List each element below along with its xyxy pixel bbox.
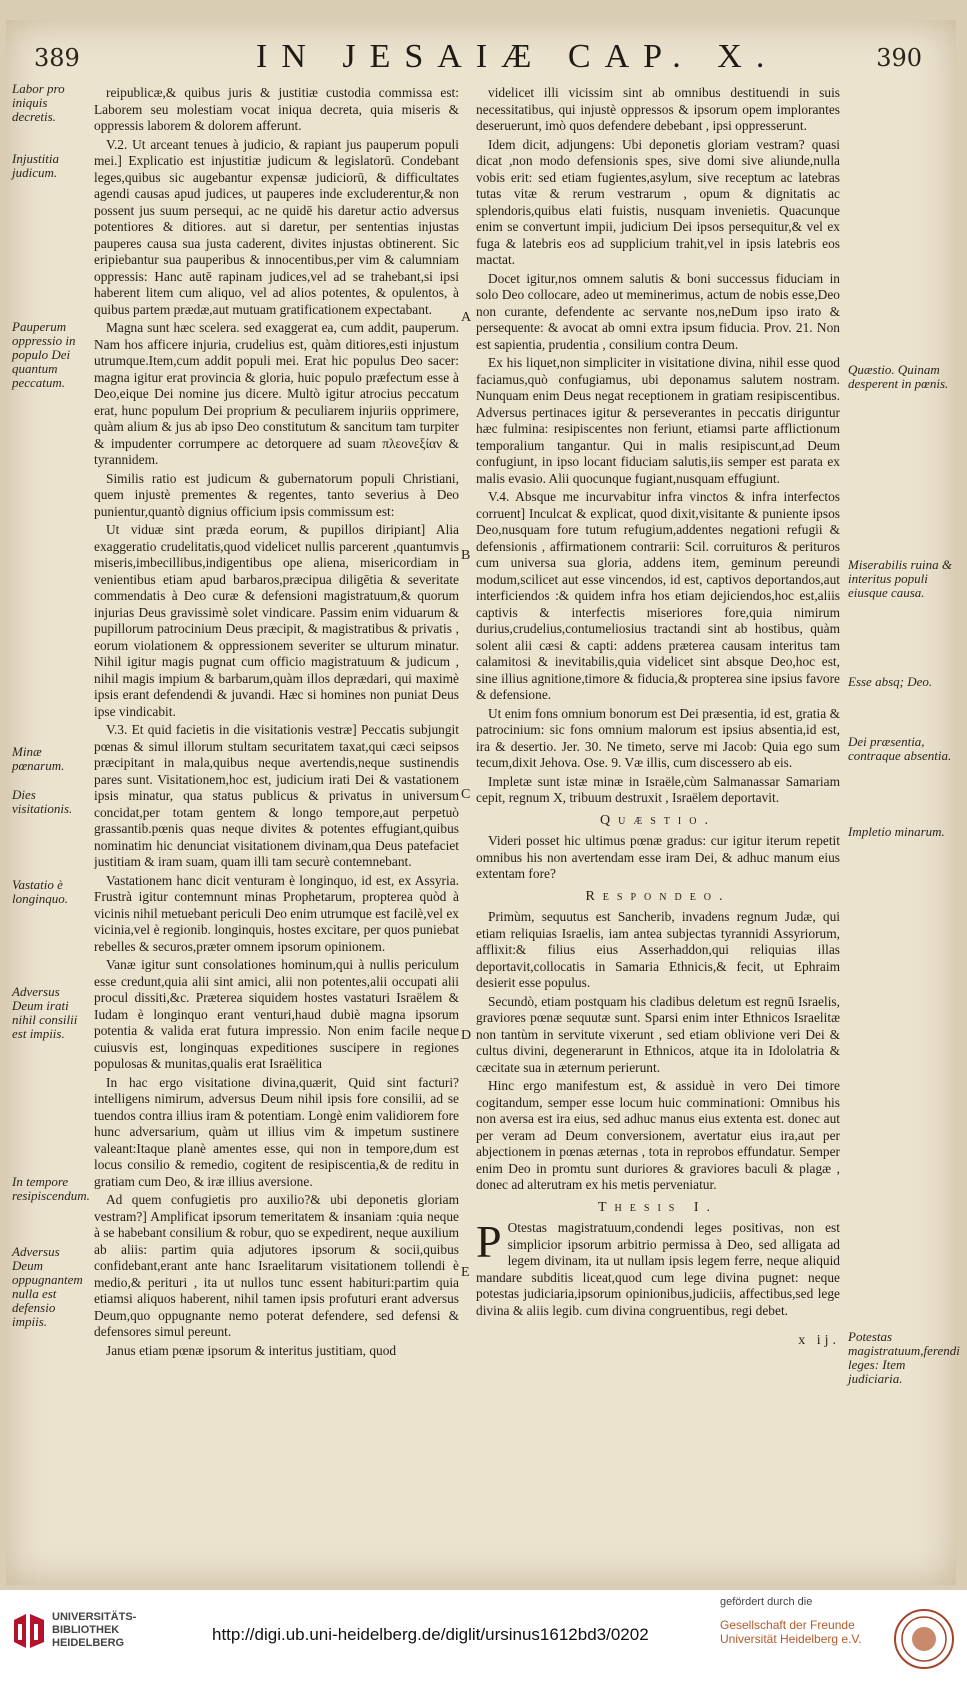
thesis-heading: Thesis I. <box>598 1199 718 1215</box>
section-letter: E <box>461 1265 470 1280</box>
paragraph: Ut viduæ sint præda eorum, & pupillos diripiant] Alia exaggeratio crudelitatis,quod videlicet nullis parcerent ,quantumvis miseris,imbecillibus,indigentibus ope aliena, misericordiam in venientibus etiam apud barbaros,præcipua diligētia & severitate commendatis à Deo curæ & defensioni magistratuum,& quorum injurias Deus gravissimè solet vindicare. Passim enim viduarum & pupillorum patrocinium Deus præcipit, & magistratibus & privatis , eorum violationem & oppressionem severiter se ulturum minatur. Nihil igitur magis pugnat cum officio magistratuum & judicum , nihil magis impium & barbarum,quàm illos deprædari, qui maximè ipsis erant defendendi & juvandi. Hæc si homines non puniat Deus ipse vindicabit. <box>94 522 459 719</box>
margin-note: Esse absq; Deo. <box>848 674 933 689</box>
paragraph: V.2. Ut arceant tenues à judicio, & rapiant jus pauperum populi mei.] Explicatio est injustitiæ judicum & legislatorū. Condebant leges,quibus sic augebantur expensæ judiciorū, & difficultates agendi causas apud judices, ut pauperes inde excluderentur,& non possent jus suum persequi, ac ne quidē his daretur actio adversus potentiores & ditiores. aut si daretur, per sententias injustas pauperes causa sua justa caderent, divites injustas obtinerent. Sic eripiebantur sua pauperibus & innocentibus,per vim & calumniam oppressis: Hanc autē rapinam judices,vel ad se trahebant,si ipsi haberent litem cum aliquo, vel ad alios potentes, & opulentos, à quibus partem prædæ,aut mutuam gratificationem expectabant. <box>94 136 459 317</box>
left-text-column <box>94 85 459 1525</box>
page-number-left: 389 <box>34 44 80 72</box>
running-title: IN JESAIÆ CAP. X. <box>256 38 779 75</box>
page-header <box>26 38 936 78</box>
paragraph: Ut enim fons omnium bonorum est Dei præsentia, id est, gratia & patrocinium: sic fons omnium malorum est ipsius absentia,id est, ira & desertio. Jer. 30. Ne timeto, serve mi Jacob: Quia ego sum tecum,dixit Jehova. Ose. 9. Væ illis, cum discessero ab eis. <box>476 705 840 770</box>
paragraph: Primùm, sequutus est Sancherib, invadens regnum Judæ, qui etiam reliquias Israelis, iam antea subjectas tyrannidi Assyriorum, afflixit:& filius eius Asserhaddon,qui reliquias illas deportavit,collocatis in Samaria Ethnicis,& fecit, ut Ephraim desierit esse populus. <box>476 909 840 990</box>
paragraph: Ad quem confugietis pro auxilio?& ubi deponetis gloriam vestram?] Amplificat ipsorum temeritatem & insaniam :quia neque à se habebant consilium & robur, quo se expedirent, neque auxilium ab aliis: partim quia adjutores ipsorum & socii,quibus confidebant,erant ante hanc Israelitarum visitationem tollendi è medio,& perituri , ita ut nullos tunc essent habituri:partim quia etiamsi aliquos haberent, nihil tamen ipsis profuturi erant adversus Deum,quo oppugnante nemo poterat defendere, sed defensi & defensores simul pereunt. <box>94 1192 459 1339</box>
sponsor-name-line: Universität Heidelberg e.V. <box>720 1632 862 1646</box>
paragraph: videlicet illi vicissim sint ab omnibus destituendi in suis necessitatibus, qui injustè oppressos & ipsorum opem implorantes deseruerunt, imò quos defendere debebant , ipsi oppresserunt. <box>476 85 840 133</box>
university-seal-icon <box>893 1608 955 1670</box>
paragraph: Secundò, etiam postquam his cladibus deletum est regnū Israelis, graviores pœnæ sequutæ sunt. Sparsi enim inter Ethnicos Israelitæ non tantùm in servitute vixerunt , sed etiam oblivione veri Dei & cultus divini, degenerarunt in Ethnicos, atque ita in Idololatria & cæcitate sua in æternum perierunt. <box>476 993 840 1075</box>
library-name-line: HEIDELBERG <box>52 1637 125 1649</box>
page-number-right: 390 <box>876 44 922 72</box>
margin-note: Adversus Deum oppugnantem nulla est defensio impiis. <box>12 1244 83 1329</box>
paragraph: Ex his liquet,non simpliciter in visitatione divina, nihil esse quod faciamus,quò confugiamus, ubi deponamus salutem nostram. Nunquam enim Deus negat receptionem in gratiam resipiscentibus. Adversus pertinaces igitur & perseverantes in peccatis diriguntur hæc fulmina: resipiscentes non feriunt, etiamsi parte afflictionum temporalium tangantur. Qui in malis resipiscunt,ad Deum confugiunt, in ipso locant fiduciam salutis,iis semper est parata ex malis evasio. Alii quocunque fugiant,nusquam effugiunt. <box>476 355 840 486</box>
paragraph: Vanæ igitur sunt consolationes hominum,qui à nullis periculum esse credunt,quia alii sint amici, alii non potentes,alii occupati alii procul dissiti,&c. Præterea siquidem hostes vastaturi Israëlem & Iudam è longinquo erant venturi,haud dubiè magna ipsorum potentia & valida erat futura impressio. Non enim facile neque cuiusvis est, longinquas expeditiones suscipere in regiones populosas & munitas,qualis erat Israëlitica <box>94 957 459 1071</box>
drop-cap: P <box>476 1216 502 1267</box>
paragraph: reipublicæ,& quibus juris & justitiæ custodia commissa est: Laborem seu molestiam vocat iniqua decreta, quia miseris & oppressis laborem & dolorem afferunt. <box>94 85 459 133</box>
paragraph: Vastationem hanc dicit venturam è longinquo, id est, ex Assyria. Frustrà igitur contemnunt minas Prophetarum, propterea quòd à vicinis nihil metuebant periculi Deo enim utrumque est facilè,vel ex vicinia,vel è regionib. longinquis, hostes excitare, per quos puniebat rebelles & securos,præter omnem ipsorum opinionem. <box>94 872 459 954</box>
section-letter: C <box>461 787 471 802</box>
thesis-text: Otestas magistratuum,condendi leges positivas, non est simplicior ipsorum arbitrio permissa à Deo, sed alligata ad legem divinam, ita ut nullam ipsis legem ferre, neque aliquid mandare subditis liceat,quod cum lege divina pugnet: neque potestas judiciaria,ipsorum opinionibus,judiciis, affectibus,sed lege divina & aliis legib. cum divina congruentibus, regi debet. <box>476 1220 840 1318</box>
library-name <box>52 1611 136 1650</box>
margin-note: Labor pro iniquis decretis. <box>12 81 65 124</box>
library-logo-icon <box>12 1612 46 1650</box>
section-letter: B <box>461 548 471 563</box>
margin-note: Miserabilis ruina & interitus populi eiusque causa. <box>848 557 953 600</box>
source-url-link[interactable]: http://digi.ub.uni-heidelberg.de/diglit/ursinus1612bd3/0202 <box>212 1625 649 1644</box>
paragraph: V.3. Et quid facietis in die visitationis vestræ] Peccatis subjungit pœnas & simul illorum stultam securitatem taxat,qui cæci seipsos præcipitant in mala,quibus neque avertendis,neque sustinendis pares sunt. Visitationem,hoc est, judicium irati Dei & vastationem ipsis minatur, qua status publicus & privatus in universum concidat,per totam gentem & longo tempore,aut perpetuò grassantib.pœnis quas neque divites & potentes effugiant,quibus nominatim hic denunciat visitationem divinam,qua Deus patefaciet justitiam & iram suam, quam illi tam securè contemnebant. <box>94 722 459 869</box>
margin-note: Impletio minarum. <box>848 824 945 839</box>
paragraph: Idem dicit, adjungens: Ubi deponetis gloriam vestram? quasi dicat ,non modo defensionis spes, sive domi sive aliunde,nulla vobis erit: sed etiam fugientes,asylum, sive receptum ac latebras tutas vitæ & rerum vestrarum , opum & dignitatis ac splendoris,quibus elati fuistis, nusquam invenietis. Quacunque enim se convertunt impii, judicium Dei ipsos persequitur,& vel ex fuga & latebris eos ad supplicium trahit,vel in ipsis latebris eos mactat. <box>476 136 840 267</box>
paragraph: Janus etiam pœnæ ipsorum & interitus justitiam, quod <box>106 1342 397 1358</box>
sponsor-name-line: Gesellschaft der Freunde <box>720 1618 855 1632</box>
library-name-line: UNIVERSITÄTS- <box>52 1611 137 1623</box>
margin-note: Quæstio. Quinam desperent in pœnis. <box>848 362 949 391</box>
margin-note: Adversus Deum irati nihil consilii est impiis. <box>12 984 78 1041</box>
respondeo-heading: Respondeo. <box>585 888 731 904</box>
thesis-body <box>476 1216 840 1319</box>
margin-note: Pauperum oppressio in populo Dei quantum peccatum. <box>12 319 76 390</box>
paragraph: In hac ergo visitatione divina,quærit, Quid sint facturi? intelligens nimirum, adversus Deum nihil ipsis fore consilii, ad se tuendos contra illius iram & potentiam. Longè enim validiorem fore hunc adversarium, quàm ut illius vim & impetum sustinere valeant:Itaque planè amentes esse, qui non in tempore,dum est locus consilio & remedio, cogitent de resipiscentia,& de reditu in gratiam cum Deo, & iræ illius aversione. <box>94 1074 459 1189</box>
margin-note: Vastatio è longinquo. <box>12 877 68 906</box>
sponsor-label: gefördert durch die <box>720 1596 813 1608</box>
margin-note: Dei præsentia, contraque absentia. <box>848 734 952 763</box>
paragraph: Similis ratio est judicum & gubernatorum populi Christiani, quem injustè prementes & regentes, tanto severius à Deo punientur,quantò dignius officium ipsis commissum est: <box>94 470 459 519</box>
quaestio-heading: Quæstio. <box>600 812 716 828</box>
signature-mark: x ij. <box>798 1333 840 1348</box>
section-letter: A <box>461 310 472 325</box>
margin-note: Dies visitationis. <box>12 787 73 816</box>
section-letter: D <box>461 1028 472 1043</box>
paragraph: V.4. Absque me incurvabitur infra vinctos & infra interfectos corruent] Inculcat & explicat, quod dixit,visitante & puniente ipsos Deo,nusquam fore tutum refugium,addentes negationi refugii & defensionis , affirmationem contrarii: Scil. corruituros & perituros cum universa sua gloria, addens item, geminum pereundi modum,scilicet aut esse vincendos, id est, captivos deportandos,aut interficiendos :& quidem infra hos etiam dejiciendos,hoc est,aliis captivis & interfectis miseriores fore,quia nimirum durius,crudelius,contumeliosius tractandi sint ab hostibus, quàm solent alii cæsi & capti: addens præterea causam interitus tam calamitosi & inevitabilis,quia videlicet sint absque Deo,hoc est, sine illius agnitione,timore & fiducia,& propterea sine ipsius favore & defensione. <box>476 489 840 702</box>
margin-note: Injustitia judicum. <box>12 151 59 180</box>
paragraph: Impletæ sunt istæ minæ in Israële,cùm Salmanassar Samariam cepit, regnum X, tribuum destruxit , Israëlem deportavit. <box>476 773 840 805</box>
quaestio-text: Videri posset hic ultimus pœnæ gradus: cur igitur iterum repetit omnibus his non avertendam esse iram Dei, & adhuc manum eius extentam fore? <box>476 833 840 881</box>
paragraph: Hinc ergo manifestum est, & assiduè in vero Dei timore cogitandum, semper esse locum huic comminationi: Omnibus his non aversa est ira eius, sed adhuc manus eius extenta est. donec aut per veram ad Deum conversionem, avertatur eius ira,aut per abjectionem in pœnas æternas , tota in reprobos effundatur. Semper enim Deo in promtu sunt duriores & graviores baculi & plagæ , donec ad alterutram ex his metis perveniatur. <box>476 1078 840 1192</box>
paragraph: Magna sunt hæc scelera. sed exaggerat ea, cum addit, pauperum. Nam hos afficere injuria, crudelius est, quàm ditiores,esti injustum utrumque.Item,cum addit populi mei. Erat hic populus Deo sacer: magna igitur erat provincia & gloria, huic populo præfectum esse à Deo,eique Dei nomine jus dicere. Multò igitur atrocius peccatum erat, hunc populum Dei proprium & peculiarem injuriis opprimere, quàm alium & jus ab ipso Deo constitutum & sancitum tam turpiter & impudenter corrumpere ac detorquere ad suam πλεονεξίαν & tyrannidem. <box>94 320 459 467</box>
sponsor-block <box>720 1596 862 1646</box>
margin-note: In tempore resipiscendum. <box>12 1174 90 1203</box>
margin-note: Minæ pœnarum. <box>12 744 65 773</box>
library-name-line: BIBLIOTHEK <box>52 1624 120 1636</box>
book-page <box>6 20 960 1585</box>
margin-note: Potestas magistratuum,ferendi leges: Item judiciaria. <box>848 1329 960 1386</box>
footer-bar <box>0 1590 967 1681</box>
paragraph: Docet igitur,nos omnem salutis & boni successus fiduciam in solo Deo collocare, adeo ut meminerimus, actum de nobis esse,Deo non curante, defendente ac servante nos,neDum ipso irato & persequente: & avocat ab omni extra ipsum fiducia. Prov. 21. Non est sapientia, prudentia , consilium contra Deum. <box>476 270 840 352</box>
right-text-column <box>476 85 840 1525</box>
sponsor-name <box>720 1618 862 1646</box>
